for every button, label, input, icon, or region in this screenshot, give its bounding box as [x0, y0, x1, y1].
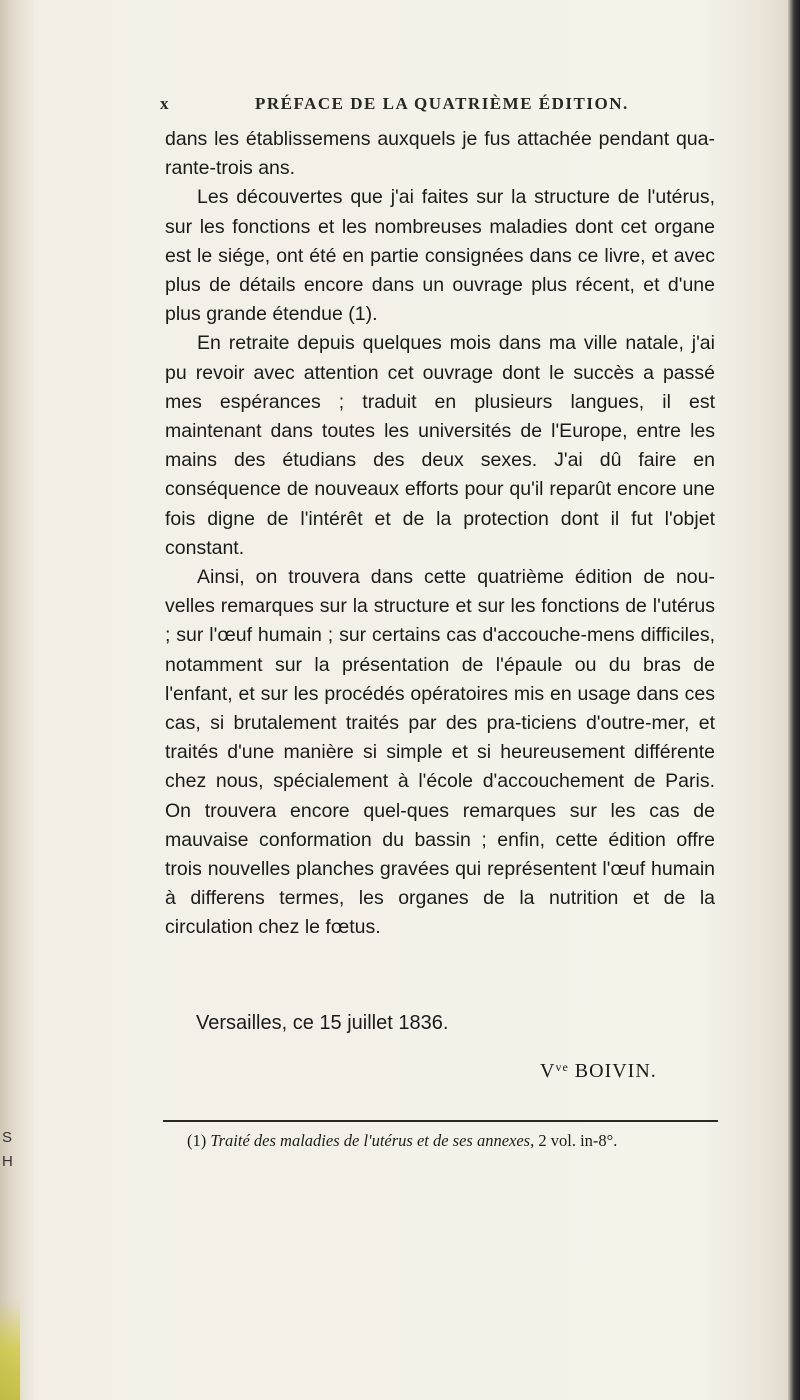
place-date: Versailles, ce 15 juillet 1836. — [196, 1012, 449, 1034]
body-text — [165, 125, 715, 943]
footnote-details: , 2 vol. in-8°. — [530, 1131, 618, 1150]
signature-prefix: V — [540, 1060, 556, 1082]
yellow-stain — [0, 1300, 20, 1400]
margin-letter: S — [2, 1129, 13, 1146]
footnote — [187, 1131, 617, 1151]
footnote-rule — [163, 1120, 718, 1122]
paragraph: dans les établissemens auxquels je fus attachée pendant qua-rante-trois ans. — [165, 128, 715, 180]
page-number: x — [160, 94, 170, 113]
paragraph: En retraite depuis quelques mois dans ma ville natale, j'ai pu revoir avec attention cet ouvrage dont le succès a passé mes espérances ; traduit en plusieurs langues, il est maintenant dans toutes les universités de l'Europe, entre les mains des étudians des deux sexes. J'ai dû faire en conséquence de nouveaux efforts pour qu'il reparût encore une fois digne de l'intérêt et de la protection dont il fut l'objet constant. — [165, 332, 715, 559]
signature-name: BOIVIN. — [568, 1060, 657, 1082]
left-binding-edge — [0, 0, 34, 1400]
footnote-marker: (1) — [187, 1131, 211, 1150]
margin-letter: H — [2, 1153, 13, 1170]
footnote-title: Traité des maladies de l'utérus et de ses annexes — [210, 1131, 531, 1150]
running-title: PRÉFACE DE LA QUATRIÈME ÉDITION. — [255, 94, 629, 113]
paragraph: Ainsi, on trouvera dans cette quatrième édition de nou-velles remarques sur la structure et sur les fonctions de l'utérus ; sur l'œuf humain ; sur certains cas d'accouche-mens difficiles, notamment sur la présentation de l'épaule ou du bras de l'enfant, et sur les procédés opératoires mis en usage dans ces cas, si brutalement traités par des pra-ticiens d'outre-mer, et traités d'une manière si simple et si heureusement différente chez nous, spécialement à l'école d'accouchement de Paris. On trouvera encore quel-ques remarques sur les cas de mauvaise conformation du bassin ; enfin, cette édition offre trois nouvelles planches gravées qui représentent l'œuf humain à differens termes, les organes de la nutrition et de la circulation chez le fœtus. — [165, 566, 715, 939]
paragraph: Les découvertes que j'ai faites sur la structure de l'utérus, sur les fonctions et les nombreuses maladies dont cet organe est le siége, ont été en partie consignées dans ce livre, et avec plus de détails encore dans un ouvrage plus récent, et d'une plus grande étendue (1). — [165, 186, 715, 326]
margin-letters — [2, 1126, 16, 1174]
signature-sup: ve — [555, 1060, 569, 1074]
right-spine-edge — [788, 0, 800, 1400]
signature — [540, 1060, 657, 1083]
